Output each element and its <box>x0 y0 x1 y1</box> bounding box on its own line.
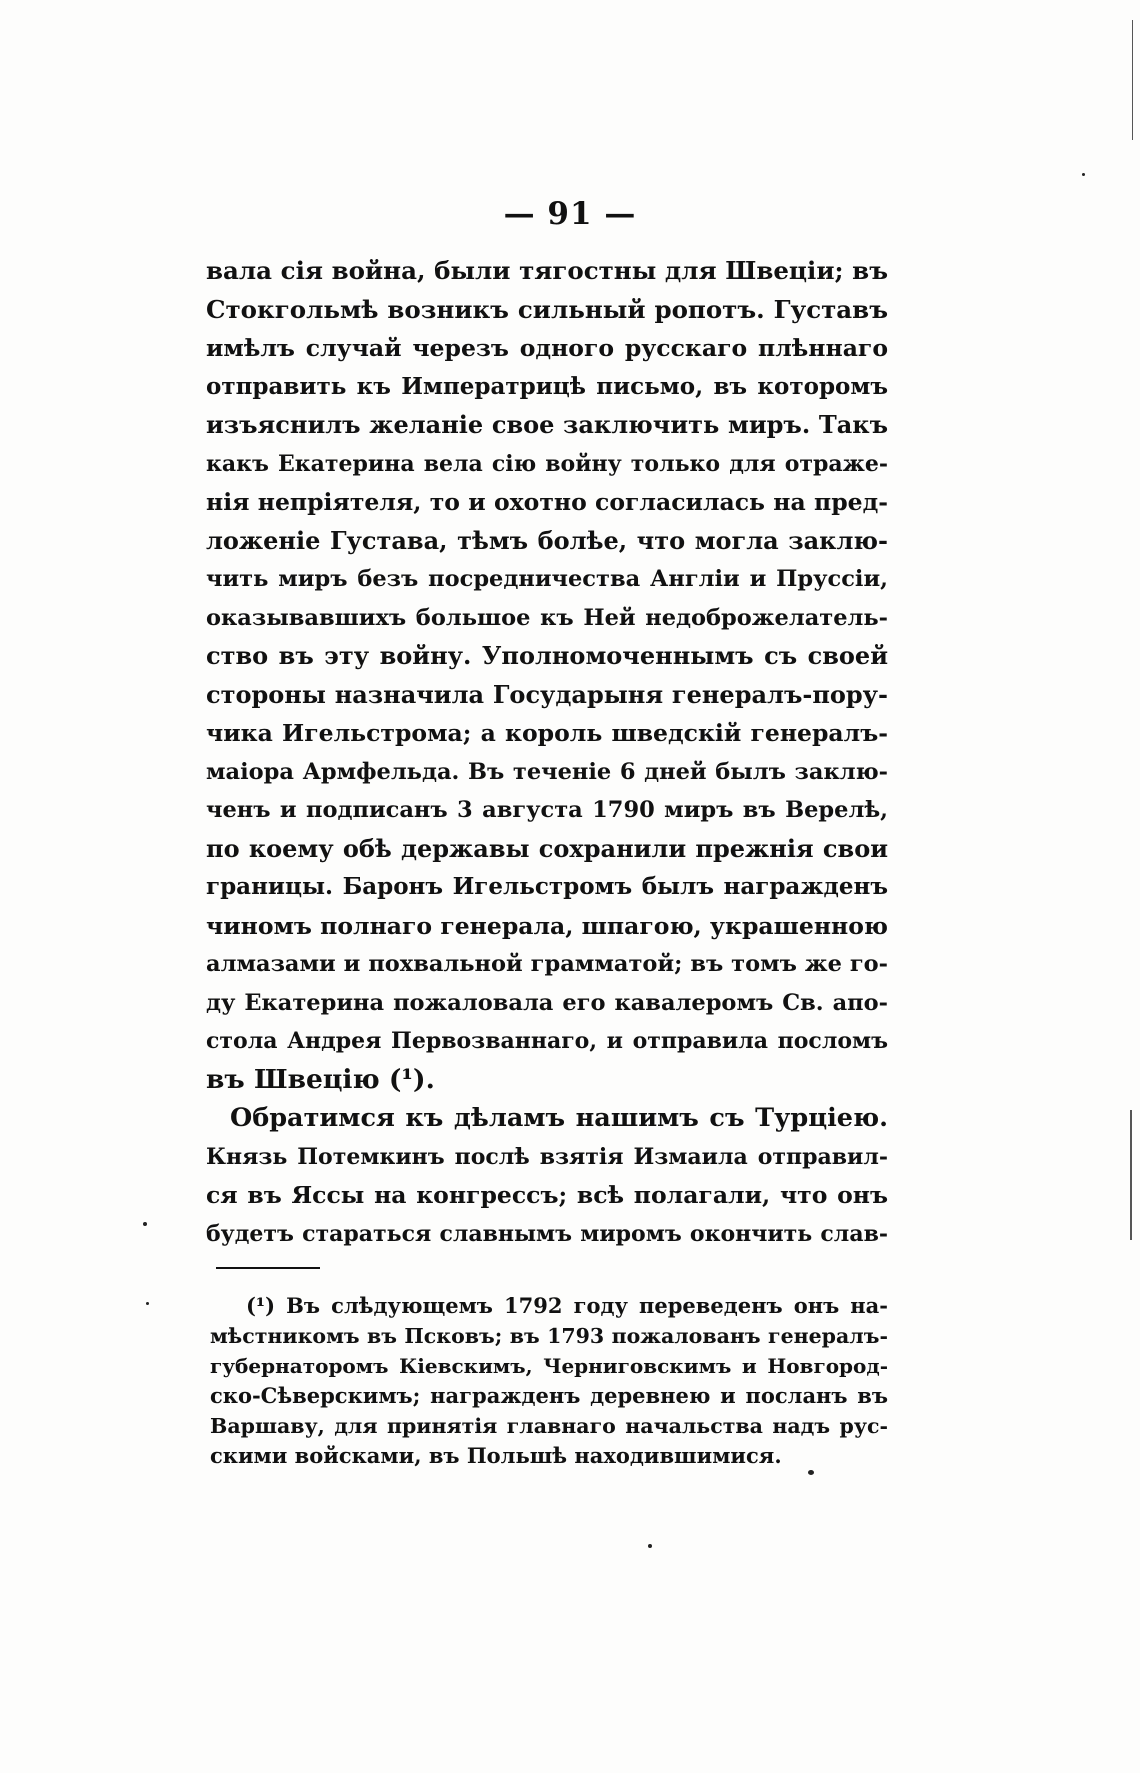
page-edge <box>1132 20 1133 140</box>
text-line: алмазами и похвальной грамматой; въ томъ же го- <box>206 951 888 977</box>
text-line: будетъ стараться славнымъ миромъ окончить слав- <box>206 1220 888 1247</box>
text-line: изъяснилъ желаніе свое заключить миръ. Такъ <box>206 410 888 439</box>
page-number: — 91 — <box>503 196 637 232</box>
text-line: Князь Потемкинъ послѣ взятія Измаила отправил- <box>206 1143 888 1170</box>
scan-speck <box>1082 173 1085 176</box>
text-line: вала сія война, были тягостны для Швеціи; въ <box>206 256 888 285</box>
footnote-line: губернаторомъ Кіевскимъ, Черниговскимъ и Новгород- <box>210 1354 888 1378</box>
text-line: ся въ Яссы на конгрессъ; всѣ полагали, что онъ <box>206 1181 888 1209</box>
footnote-line: Варшаву, для принятія главнаго начальства надъ рус- <box>210 1414 888 1438</box>
footnote <box>210 1291 888 1471</box>
text-line: нія непріятеля, то и охотно согласилась на пред- <box>206 488 888 516</box>
text-line: ду Екатерина пожаловала его кавалеромъ Св. апо- <box>206 989 888 1016</box>
text-line: Стокгольмѣ возникъ сильный ропотъ. Густавъ <box>206 294 888 324</box>
text-line: ложеніе Густава, тѣмъ болѣе, что могла заклю- <box>206 525 888 555</box>
footnote-line: ско-Сѣверскимъ; награжденъ деревнею и посланъ въ <box>210 1383 888 1408</box>
text-line: чить миръ безъ посредничества Англіи и Пруссіи, <box>206 566 888 592</box>
page-edge <box>1130 1110 1132 1240</box>
scan-speck <box>146 1302 149 1305</box>
text-line: какъ Екатерина вела сію войну только для отраже- <box>206 450 888 477</box>
text-line: ченъ и подписанъ 3 августа 1790 миръ въ Верелѣ, <box>206 797 888 823</box>
text-line: въ Швецію (¹). <box>206 1063 435 1095</box>
scan-speck <box>143 1222 147 1226</box>
text-line: по коему обѣ державы сохранили прежнія свои <box>206 833 888 863</box>
text-line: ство въ эту войну. Уполномоченнымъ съ своей <box>206 641 888 670</box>
text-line: стола Андрея Первозваннаго, и отправила посломъ <box>206 1028 888 1054</box>
text-line: чиномъ полнаго генерала, шпагою, украшенною <box>206 911 888 940</box>
text-line: стороны назначила Государыня генералъ-пору- <box>206 679 888 709</box>
text-line: отправить къ Императрицѣ письмо, въ которомъ <box>206 372 888 400</box>
scan-speck <box>808 1470 814 1475</box>
text-line: границы. Баронъ Игельстромъ былъ награжденъ <box>206 873 888 900</box>
footnote-separator <box>216 1267 320 1269</box>
text-line: оказывавшихъ большое къ Ней недоброжелатель- <box>206 604 888 631</box>
text-line: имѣлъ случай черезъ одного русскаго плѣннаго <box>206 334 888 362</box>
main-text <box>206 252 888 1253</box>
footnote-line: скими войсками, въ Польшѣ находившимися. <box>210 1443 782 1468</box>
text-line: чика Игельстрома; а король шведскій генералъ- <box>206 719 888 747</box>
footnote-line: мѣстникомъ въ Псковъ; въ 1793 пожалованъ генералъ- <box>210 1324 888 1348</box>
scan-speck <box>648 1544 652 1548</box>
paragraph-start-line: Обратимся къ дѣламъ нашимъ съ Турціею. <box>230 1103 888 1133</box>
text-line: маіора Армфельда. Въ теченіе 6 дней былъ заклю- <box>206 758 888 785</box>
footnote-line: (¹) Въ слѣдующемъ 1792 году переведенъ онъ на- <box>246 1293 888 1318</box>
